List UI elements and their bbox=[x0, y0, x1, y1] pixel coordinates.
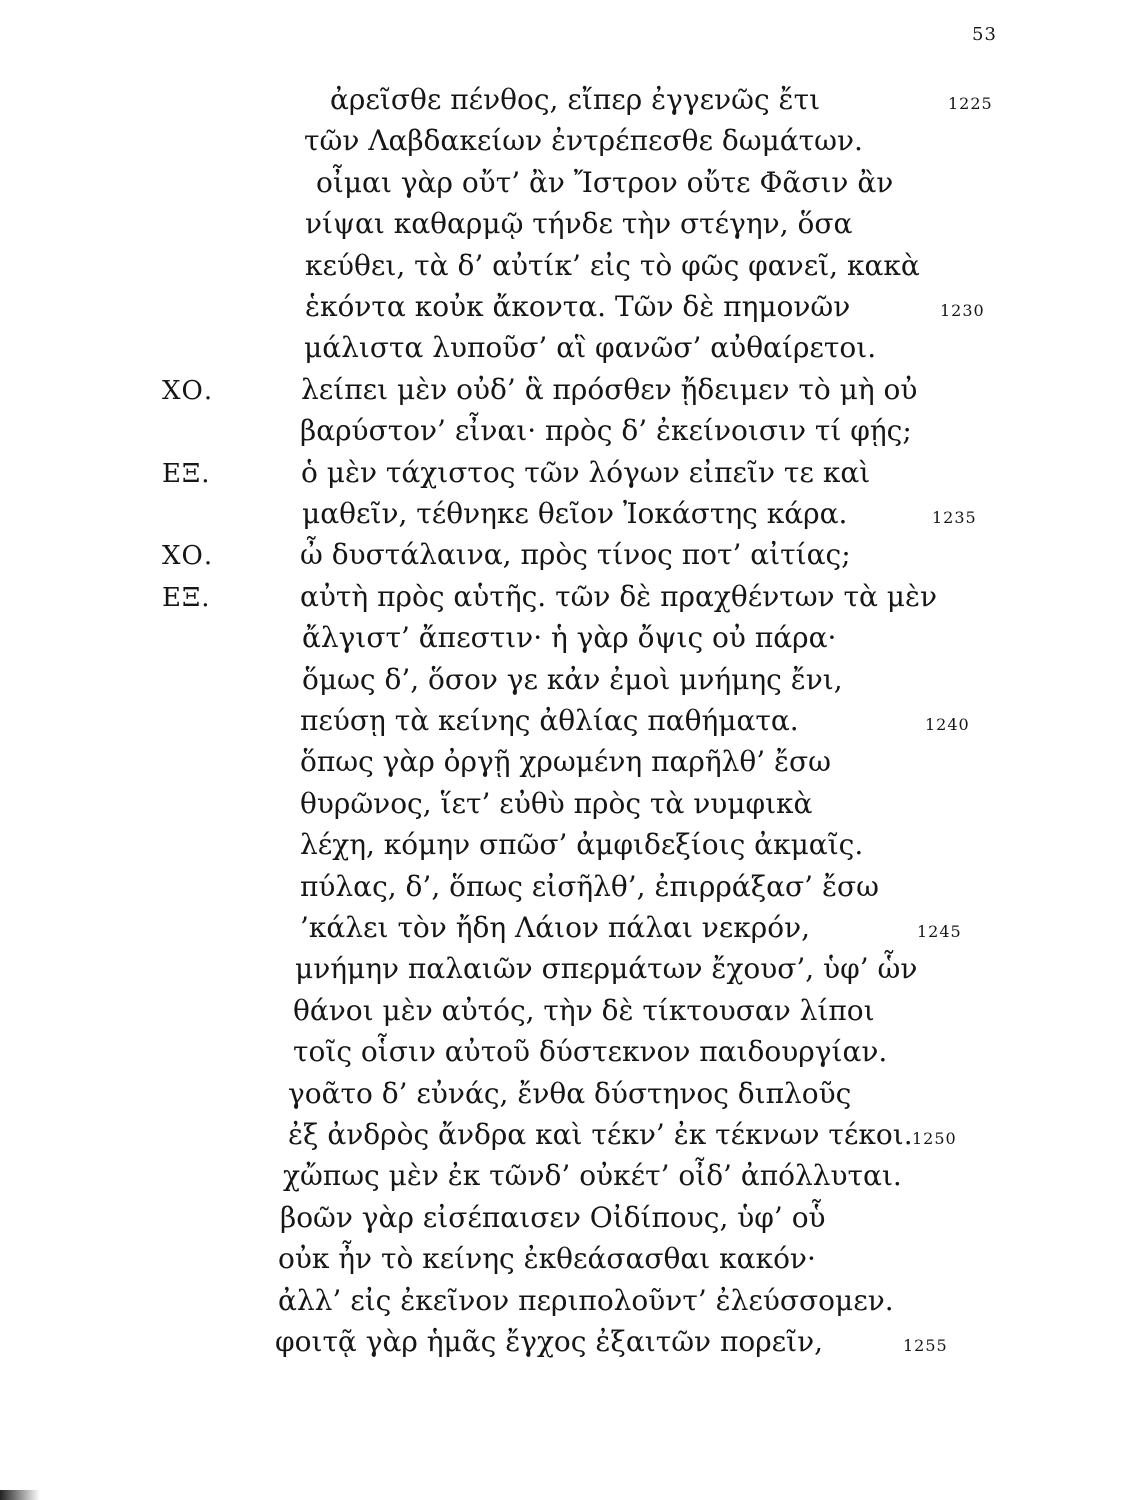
line-number: 1245 bbox=[917, 922, 962, 941]
verse-line bbox=[0, 662, 1127, 700]
verse-line bbox=[0, 703, 1127, 741]
speaker-label: ΕΞ. bbox=[162, 583, 211, 613]
page-number: 53 bbox=[972, 24, 997, 45]
speaker-label: ΕΞ. bbox=[162, 459, 211, 489]
verse-text: τοῖς οἷσιν αὐτοῦ δύστεκνον παιδουργίαν. bbox=[293, 1035, 888, 1068]
verse-line bbox=[0, 827, 1127, 865]
verse-text: αὐτὴ πρὸς αὑτῆς. τῶν δὲ πραχθέντων τὰ μὲν bbox=[300, 580, 938, 613]
verse-text: γοᾶτο δ’ εὐνάς, ἔνθα δύστηνος διπλοῦς bbox=[288, 1077, 852, 1110]
verse-text: θυρῶνος, ἵετ’ εὐθὺ πρὸς τὰ νυμφικὰ bbox=[300, 787, 813, 820]
verse-line bbox=[0, 206, 1127, 244]
line-number: 1255 bbox=[903, 1336, 948, 1355]
verse-text: ὁ μὲν τάχιστος τῶν λόγων εἰπεῖν τε καὶ bbox=[301, 456, 871, 489]
verse-line bbox=[0, 82, 1127, 120]
verse-text: νίψαι καθαρμῷ τήνδε τὴν στέγην, ὅσα bbox=[305, 207, 853, 240]
verse-text: πύλας, δ’, ὅπως εἰσῆλθ’, ἐπιρράξασ’ ἔσω bbox=[300, 870, 879, 903]
verse-text: ἑκόντα κοὐκ ἄκοντα. Τῶν δὲ πημονῶν bbox=[305, 290, 851, 323]
verse-line bbox=[0, 165, 1127, 203]
verse-text: ὦ δυστάλαινα, πρὸς τίνος ποτ’ αἰτίας; bbox=[300, 538, 851, 571]
verse-line bbox=[0, 1241, 1127, 1279]
verse-line bbox=[0, 1158, 1127, 1196]
verse-line bbox=[0, 620, 1127, 658]
verse-text: ἀλλ’ εἰς ἐκεῖνον περιπολοῦντ’ ἐλεύσσομεν. bbox=[278, 1284, 894, 1317]
verse-text: ἐξ ἀνδρὸς ἄνδρα καὶ τέκν’ ἐκ τέκνων τέκοι. bbox=[288, 1118, 913, 1151]
speaker-label: ΧΟ. bbox=[162, 376, 214, 406]
verse-line bbox=[0, 1034, 1127, 1072]
verse-text: λέχη, κόμην σπῶσ’ ἀμφιδεξίοις ἀκμαῖς. bbox=[300, 828, 864, 861]
speaker-label: ΧΟ. bbox=[162, 541, 214, 571]
verse-line bbox=[0, 1076, 1127, 1114]
verse-line bbox=[0, 1200, 1127, 1238]
verse-text: φοιτᾷ γὰρ ἡμᾶς ἔγχος ἐξαιτῶν πορεῖν, bbox=[275, 1325, 824, 1358]
page-edge-shadow bbox=[0, 1490, 40, 1500]
verse-text: ὅμως δ’, ὅσον γε κἀν ἐμοὶ μνήμης ἔνι, bbox=[302, 663, 843, 696]
verse-line bbox=[0, 496, 1127, 534]
verse-text: οὐκ ἦν τὸ κείνης ἐκθεάσασθαι κακόν· bbox=[278, 1242, 816, 1275]
verse-text: οἶμαι γὰρ οὔτ’ ἂν Ἴστρον οὔτε Φᾶσιν ἂν bbox=[316, 166, 894, 199]
verse-line bbox=[0, 289, 1127, 327]
verse-text: κεύθει, τὰ δ’ αὐτίκ’ εἰς τὸ φῶς φανεῖ, κακὰ bbox=[305, 249, 920, 282]
verse-line bbox=[0, 455, 1127, 493]
verse-line bbox=[0, 248, 1127, 286]
verse-text: ὅπως γὰρ ὀργῇ χρωμένη παρῆλθ’ ἔσω bbox=[300, 745, 831, 778]
verse-line bbox=[0, 579, 1127, 617]
verse-text: ’κάλει τὸν ἤδη Λάιον πάλαι νεκρόν, bbox=[300, 911, 811, 944]
verse-text: μνήμην παλαιῶν σπερμάτων ἔχουσ’, ὑφ’ ὧν bbox=[295, 952, 918, 985]
verse-line bbox=[0, 1117, 1127, 1155]
verse-text: βοῶν γὰρ εἰσέπαισεν Οἰδίπους, ὑφ’ οὗ bbox=[280, 1201, 826, 1234]
verse-text: θάνοι μὲν αὐτός, τὴν δὲ τίκτουσαν λίποι bbox=[293, 994, 875, 1027]
verse-line bbox=[0, 330, 1127, 368]
verse-line bbox=[0, 1324, 1127, 1362]
verse-line bbox=[0, 869, 1127, 907]
verse-text: λείπει μὲν οὐδ’ ἃ πρόσθεν ᾔδειμεν τὸ μὴ οὐ bbox=[301, 373, 918, 406]
verse-line bbox=[0, 413, 1127, 451]
line-number: 1225 bbox=[948, 94, 993, 113]
verse-line bbox=[0, 123, 1127, 161]
verse-line bbox=[0, 951, 1127, 989]
verse-line bbox=[0, 537, 1127, 575]
verse-text: ἀρεῖσθε πένθος, εἴπερ ἐγγενῶς ἔτι bbox=[330, 83, 821, 116]
line-number: 1235 bbox=[932, 508, 977, 527]
verse-text: μάλιστα λυποῦσ’ αἳ φανῶσ’ αὐθαίρετοι. bbox=[304, 331, 877, 364]
verse-text: χὤπως μὲν ἐκ τῶνδ’ οὐκέτ’ οἶδ’ ἀπόλλυται. bbox=[283, 1159, 902, 1192]
verse-text: τῶν Λαβδακείων ἐντρέπεσθε δωμάτων. bbox=[304, 124, 863, 157]
verse-text: μαθεῖν, τέθνηκε θεῖον Ἰοκάστης κάρα. bbox=[302, 497, 848, 530]
verse-text: βαρύστον’ εἶναι· πρὸς δ’ ἐκείνοισιν τί φῄς; bbox=[300, 414, 912, 447]
line-number: 1250 bbox=[912, 1129, 957, 1148]
line-number: 1240 bbox=[925, 715, 970, 734]
verse-line bbox=[0, 910, 1127, 948]
verse-line bbox=[0, 372, 1127, 410]
verse-text: ἄλγιστ’ ἄπεστιν· ἡ γὰρ ὄψις οὐ πάρα· bbox=[302, 621, 837, 654]
line-number: 1230 bbox=[940, 301, 985, 320]
verse-line bbox=[0, 744, 1127, 782]
verse-line bbox=[0, 993, 1127, 1031]
verse-line bbox=[0, 1283, 1127, 1321]
verse-text: πεύσῃ τὰ κείνης ἀθλίας παθήματα. bbox=[300, 704, 799, 737]
verse-line bbox=[0, 786, 1127, 824]
